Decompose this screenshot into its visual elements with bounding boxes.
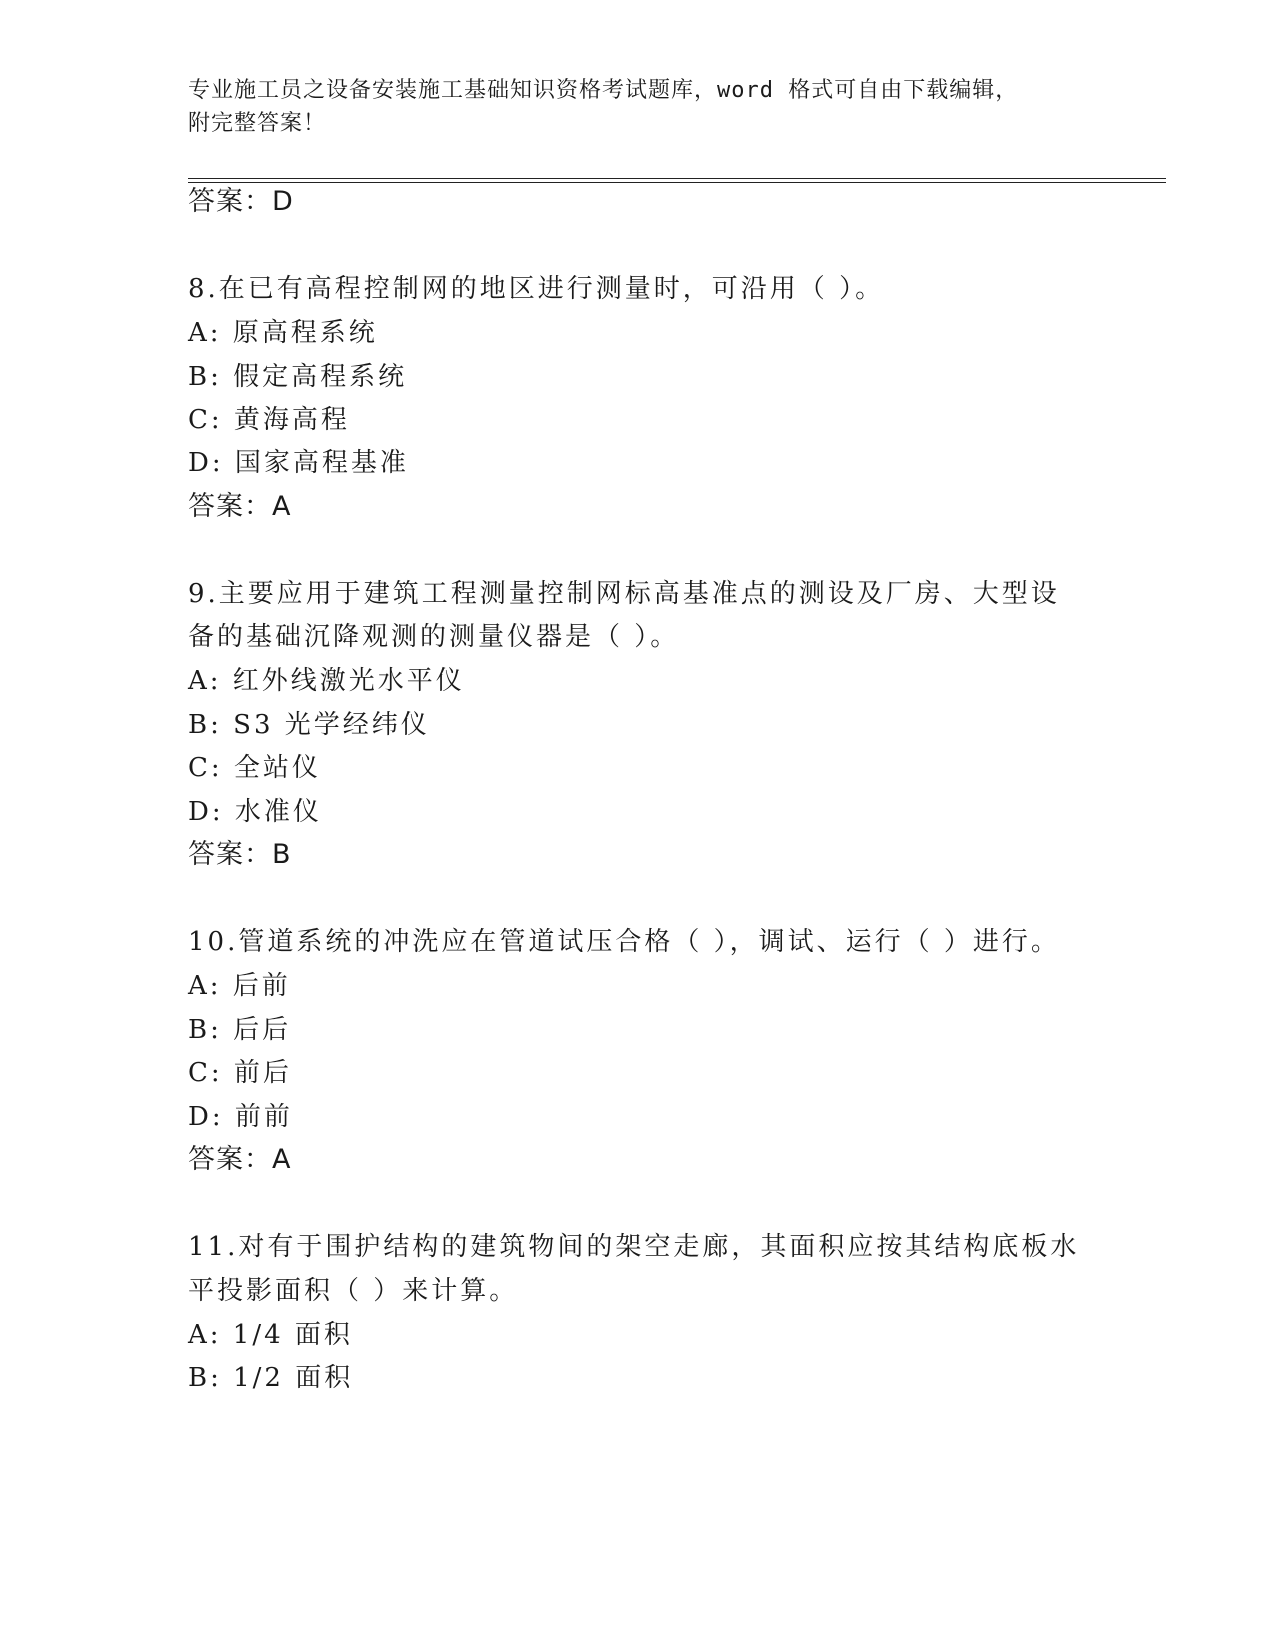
question-10-answer: 答案：A <box>188 1144 292 1175</box>
question-8-stem: 8.在已有高程控制网的地区进行测量时，可沿用（ ）。 <box>188 274 885 304</box>
question-9-answer: 答案：B <box>188 839 292 870</box>
question-10-option-b: B: 后后 <box>188 1015 292 1045</box>
question-8-option-b: B: 假定高程系统 <box>188 362 408 392</box>
question-11-stem-line-1: 11.对有于围护结构的建筑物间的架空走廊，其面积应按其结构底板水 <box>188 1232 1080 1262</box>
header-line-2: 附完整答案！ <box>188 111 327 136</box>
document-page <box>188 0 1168 1650</box>
question-11-stem-line-2: 平投影面积（ ）来计算。 <box>188 1276 519 1306</box>
question-8-option-c: C: 黄海高程 <box>188 405 350 435</box>
question-9-stem-line-2: 备的基础沉降观测的测量仪器是（ ）。 <box>188 622 680 652</box>
question-9-stem-line-1: 9.主要应用于建筑工程测量控制网标高基准点的测设及厂房、大型设 <box>188 579 1060 609</box>
previous-answer: 答案：D <box>188 186 294 217</box>
question-8-option-a: A: 原高程系统 <box>188 318 378 348</box>
header-double-rule <box>188 178 1166 183</box>
question-10-option-c: C: 前后 <box>188 1058 292 1088</box>
document-header <box>188 74 1088 140</box>
question-8-option-d: D: 国家高程基准 <box>188 448 409 478</box>
question-11-option-b: B: 1/2 面积 <box>188 1363 354 1393</box>
question-8-answer: 答案：A <box>188 491 292 522</box>
question-10-option-a: A: 后前 <box>188 971 291 1001</box>
question-9-option-a: A: 红外线激光水平仪 <box>188 666 465 696</box>
question-11-option-a: A: 1/4 面积 <box>188 1320 353 1350</box>
question-9-option-c: C: 全站仪 <box>188 753 321 783</box>
question-10-option-d: D: 前前 <box>188 1102 293 1132</box>
question-10-stem: 10.管道系统的冲洗应在管道试压合格（ ），调试、运行（ ）进行。 <box>188 927 1060 957</box>
header-line-1: 专业施工员之设备安装施工基础知识资格考试题库，word 格式可自由下载编辑， <box>188 78 1019 103</box>
question-9-option-b: B: S3 光学经纬仪 <box>188 710 430 740</box>
question-9-option-d: D: 水准仪 <box>188 797 322 827</box>
